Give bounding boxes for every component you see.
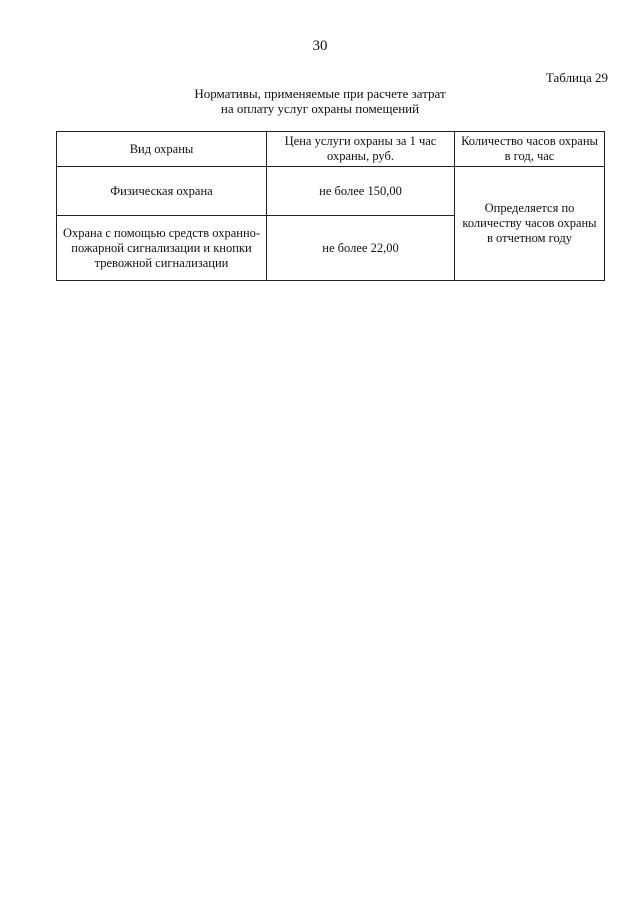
cell-guard-type: Физическая охрана bbox=[57, 167, 267, 216]
cell-guard-type: Охрана с помощью средств охранно-пожарной сигнализации и кнопки тревожной сигнализации bbox=[57, 216, 267, 281]
header-hours-per-year: Количество часов охраны в год, час bbox=[455, 132, 605, 167]
table-header-row bbox=[57, 132, 605, 167]
header-guard-type: Вид охраны bbox=[57, 132, 267, 167]
caption-line-1: Нормативы, применяемые при расчете затрат bbox=[194, 86, 446, 101]
norms-table bbox=[56, 131, 605, 281]
page-number: 30 bbox=[312, 38, 328, 54]
cell-hours-note: Определяется по количеству часов охраны в отчетном году bbox=[455, 167, 605, 281]
table-label: Таблица 29 bbox=[545, 70, 608, 85]
caption-line-2: на оплату услуг охраны помещений bbox=[220, 101, 420, 116]
cell-price: не более 22,00 bbox=[267, 216, 455, 281]
header-price-per-hour: Цена услуги охраны за 1 час охраны, руб. bbox=[267, 132, 455, 167]
cell-price: не более 150,00 bbox=[267, 167, 455, 216]
table-caption bbox=[0, 86, 640, 116]
table-row bbox=[57, 167, 605, 216]
